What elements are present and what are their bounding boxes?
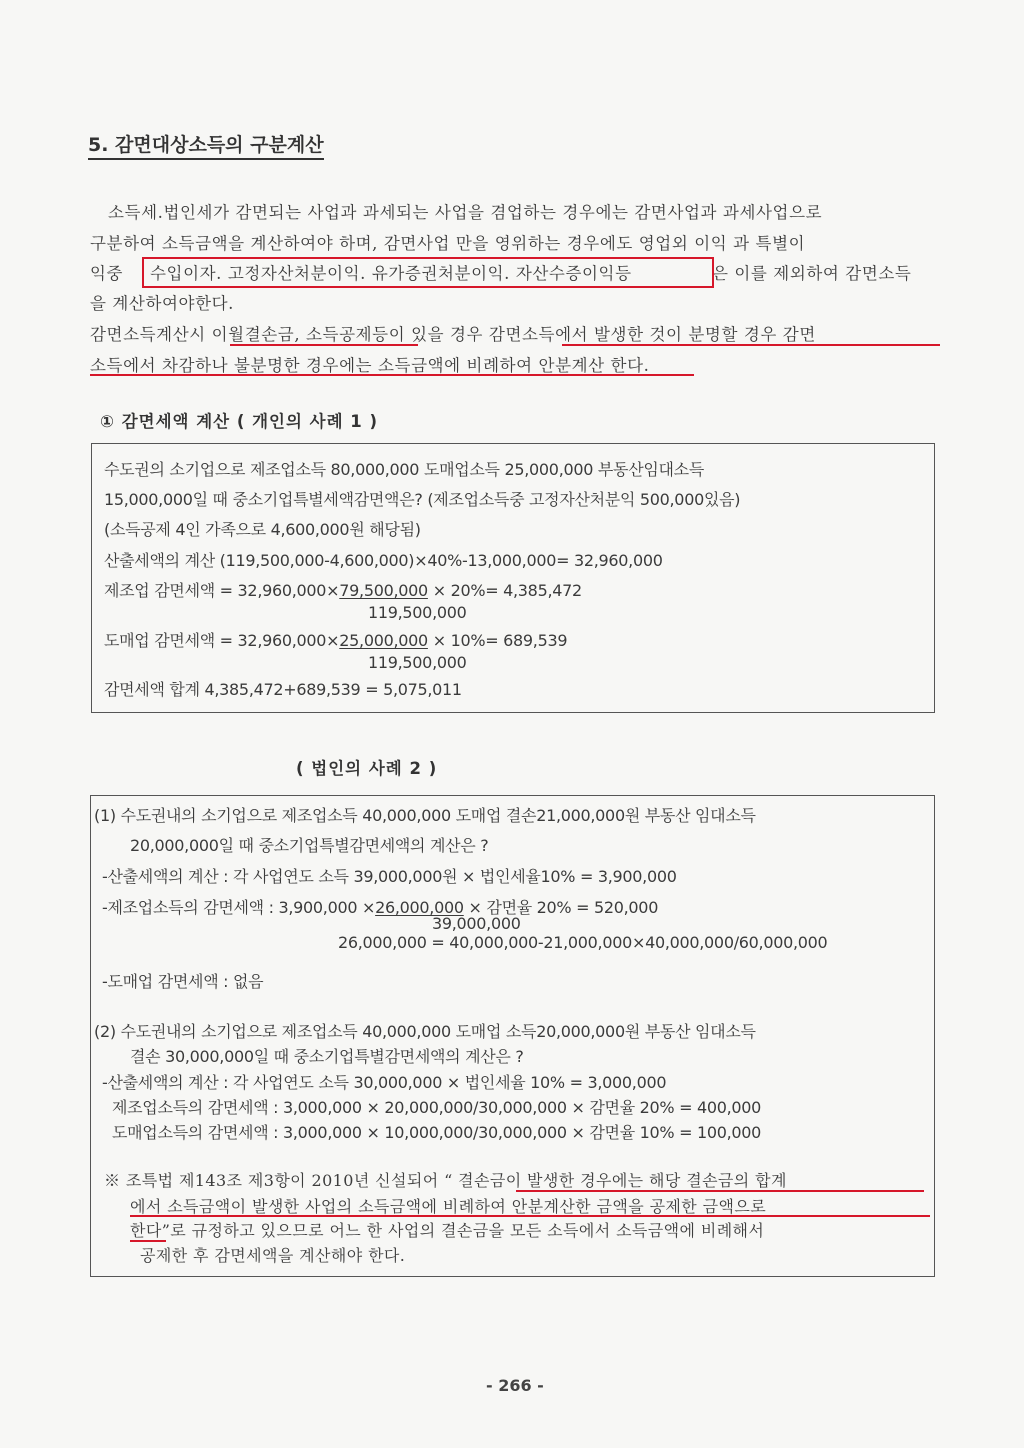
case2-p1-line2: 20,000,000일 때 중소기업특별감면세액의 계산은 ? — [130, 836, 489, 855]
case1-wh-formula — [104, 628, 567, 651]
note-line1: ※ 조특법 제143조 제3항이 2010년 신설되어 “ 결손금이 발생한 경우에는 해당 결손금의 합계 — [104, 1171, 787, 1190]
case2-p1-line5: 26,000,000 = 40,000,000-21,000,000×40,000,000/60,000,000 — [338, 933, 828, 952]
p1-l4-suffix: × 감면율 20% = 520,000 — [463, 898, 659, 917]
mfg-suffix: × 20%= 4,385,472 — [427, 581, 582, 600]
paragraph-line-3c: 은 이를 제외하여 감면소득 — [712, 264, 912, 283]
highlighted-income-items: 수입이자. 고정자산처분이익. 유가증권처분이익. 자산수증이익등 — [150, 264, 632, 283]
mfg-prefix: 제조업 감면세액 = 32,960,000× — [104, 581, 340, 600]
paragraph-line-4: 을 계산하여야한다. — [90, 294, 235, 313]
red-underline — [130, 1240, 166, 1242]
paragraph-line-6: 소득에서 차감하나 불분명한 경우에는 소득금액에 비례하여 안분계산 한다. — [90, 356, 650, 375]
wh-prefix: 도매업 감면세액 = 32,960,000× — [104, 631, 340, 650]
paragraph-line-5: 감면소득계산시 이월결손금, 소득공제등이 있을 경우 감면소득에서 발생한 것이 분명할 경우 감면 — [90, 325, 816, 344]
case1-mfg-formula — [104, 578, 582, 601]
case1-line: 수도권의 소기업으로 제조업소득 80,000,000 도매업소득 25,000,000 부동산임대소득 — [104, 460, 704, 479]
case2-p2-line5: 도매업소득의 감면세액 : 3,000,000 × 10,000,000/30,000,000 × 감면율 10% = 100,000 — [112, 1123, 762, 1142]
red-underline — [562, 344, 940, 346]
wh-numerator: 25,000,000 — [339, 631, 428, 650]
case1-line: 15,000,000일 때 중소기업특별세액감면액은? (제조업소득중 고정자산처분익 500,000있음) — [104, 490, 741, 509]
note-line2: 에서 소득금액이 발생한 사업의 소득금액에 비례하여 안분계산한 금액을 공제한 금액으로 — [130, 1197, 767, 1216]
page-number: - 266 - — [486, 1376, 544, 1395]
paragraph-line-3a: 익중 — [90, 264, 124, 283]
note-line4: 공제한 후 감면세액을 계산해야 한다. — [140, 1246, 406, 1265]
section-title: 5. 감면대상소득의 구분계산 — [88, 130, 324, 160]
case2-heading: ( 법인의 사례 2 ) — [296, 759, 438, 778]
red-underline — [230, 344, 418, 346]
case2-p2-line1: (2) 수도권내의 소기업으로 제조업소득 40,000,000 도매업 소득20,000,000원 부동산 임대소득 — [94, 1022, 756, 1041]
mfg-numerator: 79,500,000 — [339, 581, 428, 600]
p1-l4-numerator: 26,000,000 — [375, 898, 464, 917]
case1-line: 산출세액의 계산 (119,500,000-4,600,000)×40%-13,000,000= 32,960,000 — [104, 551, 663, 570]
wh-denominator: 119,500,000 — [368, 653, 467, 672]
paragraph-line-2: 구분하여 소득금액을 계산하여야 하며, 감면사업 만을 영위하는 경우에도 영업외 이익 과 특별이 — [90, 234, 806, 253]
case1-heading: ① 감면세액 계산 ( 개인의 사례 1 ) — [100, 412, 379, 431]
mfg-denominator: 119,500,000 — [368, 603, 467, 622]
case2-p2-line4: 제조업소득의 감면세액 : 3,000,000 × 20,000,000/30,000,000 × 감면율 20% = 400,000 — [112, 1098, 762, 1117]
red-underline — [130, 1215, 930, 1217]
case2-p1-line3: -산출세액의 계산 : 각 사업연도 소득 39,000,000원 × 법인세율10% = 3,900,000 — [102, 867, 677, 886]
p1-l4-prefix: -제조업소득의 감면세액 : 3,900,000 × — [102, 898, 376, 917]
case2-p1-line4 — [102, 895, 658, 918]
case1-line: (소득공제 4인 가족으로 4,600,000원 해당됨) — [104, 520, 421, 539]
red-highlight-box — [142, 257, 714, 288]
wh-suffix: × 10%= 689,539 — [427, 631, 568, 650]
case2-p1-line1: (1) 수도권내의 소기업으로 제조업소득 40,000,000 도매업 결손21,000,000원 부동산 임대소득 — [94, 806, 756, 825]
red-underline — [90, 374, 694, 376]
case2-p2-line3: -산출세액의 계산 : 각 사업연도 소득 30,000,000 × 법인세율 10% = 3,000,000 — [102, 1073, 667, 1092]
p1-l4-denominator: 39,000,000 — [432, 914, 521, 933]
case2-p2-line2: 결손 30,000,000일 때 중소기업특별감면세액의 계산은 ? — [130, 1047, 524, 1066]
paragraph-line-1: 소득세.법인세가 감면되는 사업과 과세되는 사업을 겸업하는 경우에는 감면사업과 과세사업으로 — [108, 203, 823, 222]
red-underline — [516, 1190, 924, 1192]
case2-p1-line6: -도매업 감면세액 : 없음 — [102, 972, 264, 991]
case1-total: 감면세액 합계 4,385,472+689,539 = 5,075,011 — [104, 680, 462, 699]
note-line3: 한다”로 규정하고 있으므로 어느 한 사업의 결손금을 모든 소득에서 소득금액에 비례해서 — [130, 1221, 765, 1240]
